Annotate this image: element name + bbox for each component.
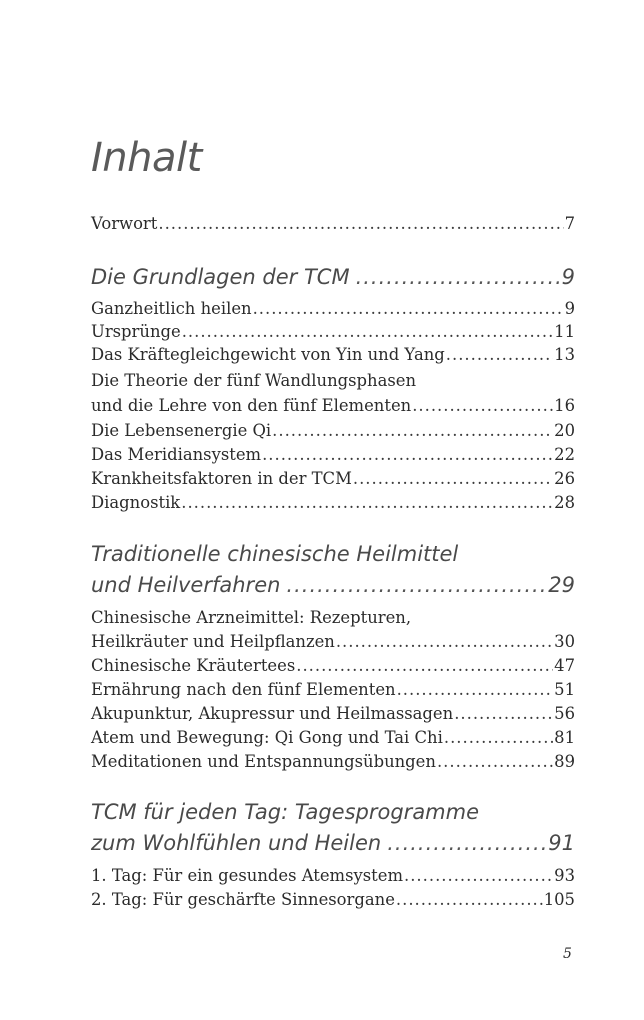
toc-entry[interactable] [91,297,575,320]
toc-entry-label: Chinesische Kräutertees [91,656,296,675]
toc-entry-label: Ernährung nach den fünf Elementen [91,680,396,699]
section-title-line1[interactable]: TCM für jeden Tag: Tagesprogramme [91,800,480,824]
toc-entry[interactable] [91,864,575,887]
section-heading-tagesprogramme[interactable] [91,829,575,857]
toc-entry[interactable] [91,394,575,417]
toc-entry-page: 9 [564,299,575,318]
section-page: 9 [561,265,575,289]
toc-entry-label: Akupunktur, Akupressur und Heilmassagen [91,704,454,723]
dot-leader [444,726,553,749]
toc-entry[interactable] [91,630,575,653]
toc-entry[interactable] [91,443,575,466]
toc-entry-page: 11 [554,322,575,341]
toc-entry-label: und die Lehre von den fünf Elementen [91,396,412,415]
dot-leader [454,702,553,725]
dot-leader [387,829,546,857]
toc-entry-foreword[interactable] [91,212,575,235]
dot-leader [404,864,553,887]
toc-entry-label: Das Meridiansystem [91,445,262,464]
dot-leader [286,571,546,599]
dot-leader [397,678,554,701]
section-heading-grundlagen[interactable] [91,263,575,291]
toc-entry[interactable] [91,491,575,514]
toc-entry-page: 93 [554,866,575,885]
toc-entry[interactable] [91,654,575,677]
toc-entry[interactable] [91,320,575,343]
toc-entry-page: 20 [554,421,575,440]
page-number: 5 [563,946,572,962]
dot-leader [437,750,553,773]
dot-leader [181,491,553,514]
toc-entry-page: 16 [554,396,575,415]
dot-leader [396,888,543,911]
dot-leader [356,263,560,291]
toc-entry-page: 26 [554,469,575,488]
toc-entry-page: 51 [554,680,575,699]
toc-entry-page: 13 [554,345,575,364]
toc-entry-label: 2. Tag: Für geschärfte Sinnesorgane [91,890,395,909]
toc-entry-label: Heilkräuter und Heilpflanzen [91,632,335,651]
section-title: zum Wohlfühlen und Heilen [91,831,382,855]
toc-entry-page: 22 [554,445,575,464]
dot-leader [182,320,553,343]
toc-entry[interactable] [91,419,575,442]
section-title: und Heilverfahren [91,573,281,597]
toc-entry-label: Meditationen und Entspannungsübungen [91,752,436,771]
toc-entry-label-line1[interactable]: Die Theorie der fünf Wandlungsphasen [91,371,417,390]
toc-entry-page: 28 [554,493,575,512]
toc-entry-label: Die Lebensenergie Qi [91,421,272,440]
toc-entry[interactable] [91,702,575,725]
toc-entry-label-line1[interactable]: Chinesische Arzneimittel: Rezepturen, [91,608,412,627]
toc-entry-label: Diagnostik [91,493,181,512]
toc-entry-page: 56 [554,704,575,723]
toc-entry-label: Krankheitsfaktoren in der TCM [91,469,352,488]
dot-leader [253,297,564,320]
toc-entry-label: 1. Tag: Für ein gesundes Atemsystem [91,866,404,885]
toc-entry-label: Ganzheitlich heilen [91,299,252,318]
dot-leader [272,419,553,442]
dot-leader [353,467,553,490]
toc-entry-page: 89 [554,752,575,771]
toc-entry-page: 47 [554,656,575,675]
toc-entry-page: 105 [543,890,575,909]
section-page: 29 [548,573,575,597]
dot-leader [296,654,553,677]
toc-entry-label: Ursprünge [91,322,181,341]
dot-leader [262,443,553,466]
toc-entry-page: 81 [554,728,575,747]
toc-entry[interactable] [91,750,575,773]
toc-entry-page: 30 [554,632,575,651]
toc-entry[interactable] [91,343,575,366]
page-title: Inhalt [91,135,202,181]
section-title-line1[interactable]: Traditionelle chinesische Heilmittel [91,542,459,566]
section-page: 91 [548,831,575,855]
dot-leader [336,630,553,653]
toc-entry[interactable] [91,467,575,490]
toc-entry-label: Das Kräftegleichgewicht von Yin und Yang [91,345,445,364]
toc-entry[interactable] [91,678,575,701]
dot-leader [446,343,553,366]
toc-entry[interactable] [91,726,575,749]
dot-leader [158,212,563,235]
section-heading-heilmittel[interactable] [91,571,575,599]
section-title: Die Grundlagen der TCM [91,265,350,289]
toc-entry[interactable] [91,888,575,911]
toc-entry-page: 7 [564,214,575,233]
toc-entry-label: Vorwort [91,214,158,233]
dot-leader [412,394,553,417]
toc-entry-label: Atem und Bewegung: Qi Gong und Tai Chi [91,728,443,747]
